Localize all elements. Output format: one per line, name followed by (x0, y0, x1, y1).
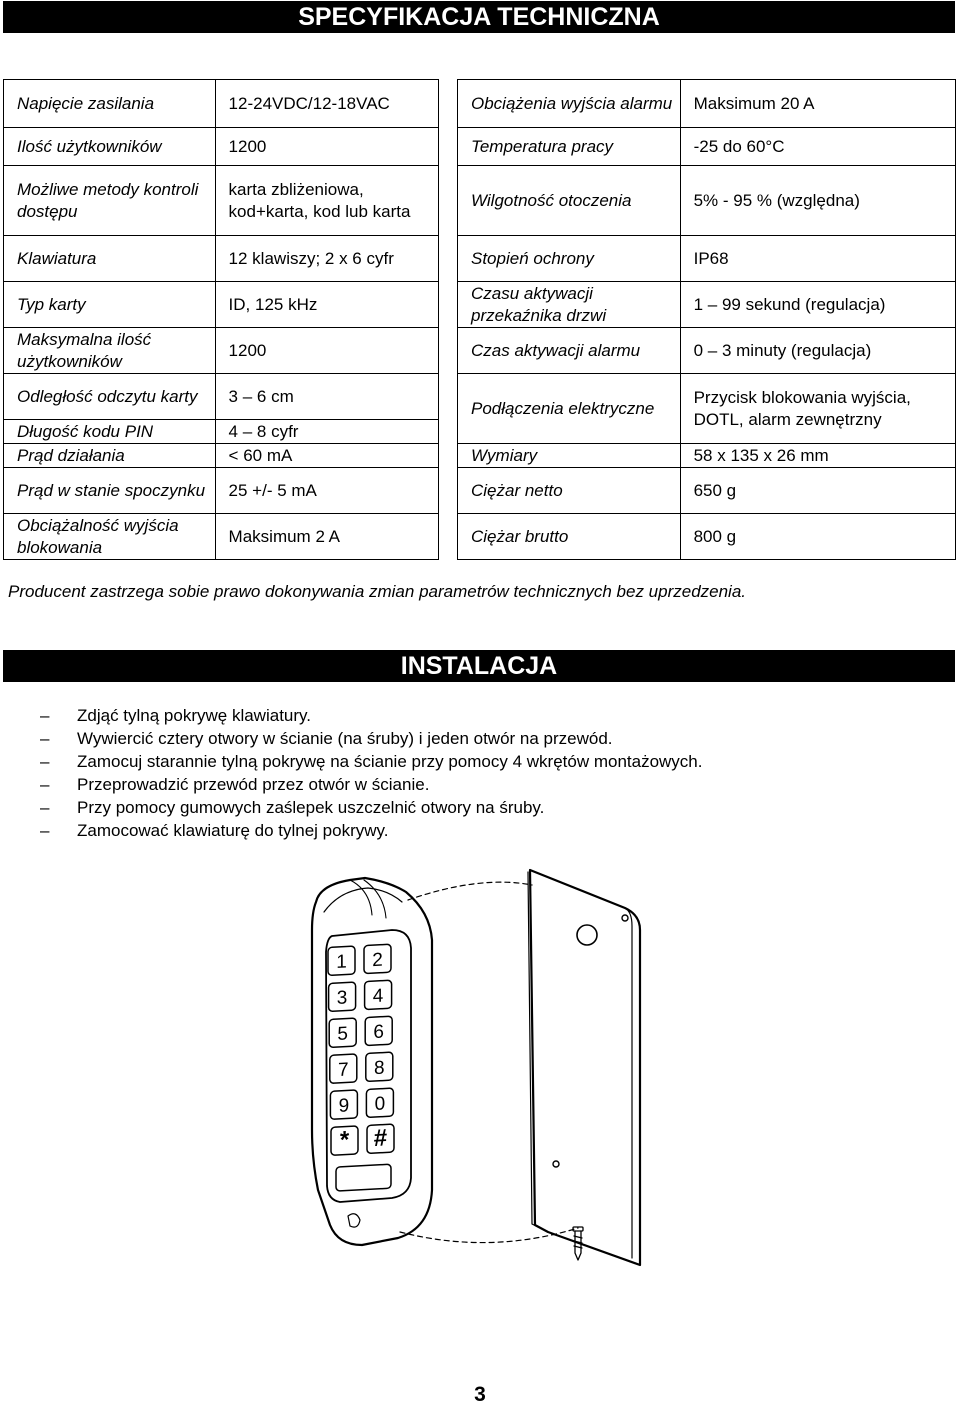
table-row (4, 166, 439, 236)
keypad-key (328, 946, 355, 975)
spec-label: Klawiatura (4, 236, 216, 282)
dash-marker: – (40, 706, 50, 725)
spec-value: 3 – 6 cm (215, 374, 438, 420)
keypad-key (329, 982, 356, 1011)
table-row (4, 80, 439, 128)
keypad-key (365, 980, 392, 1009)
spec-value: 0 – 3 minuty (regulacja) (680, 328, 955, 374)
table-row (458, 128, 956, 166)
dash-marker: – (40, 729, 50, 748)
keypad-key-label: 8 (374, 1057, 385, 1080)
spec-label: Wilgotność otoczenia (458, 166, 681, 236)
spec-value: 12 klawiszy; 2 x 6 cyfr (215, 236, 438, 282)
screw-hole-icon (622, 915, 628, 921)
keypad-key (366, 1052, 393, 1081)
spec-label: Typ karty (4, 282, 216, 328)
spec-value: 1200 (215, 128, 438, 166)
spec-value: 12-24VDC/12-18VAC (215, 80, 438, 128)
spec-label: Ciężar brutto (458, 514, 681, 560)
spec-label: Ilość użytkowników (4, 128, 216, 166)
spec-label: Obciążenia wyjścia alarmu (458, 80, 681, 128)
spec-value: 1200 (215, 328, 438, 374)
dash-marker: – (40, 798, 50, 817)
list-item (0, 750, 703, 773)
spec-label: Odległość odczytu karty (4, 374, 216, 420)
spec-title: SPECYFIKACJA TECHNICZNA (3, 1, 955, 33)
keypad-key (365, 1016, 392, 1045)
spec-label: Temperatura pracy (458, 128, 681, 166)
keypad-keys (328, 944, 394, 1191)
keypad-key-label: # (373, 1124, 388, 1153)
table-row (4, 328, 439, 374)
spec-table-left (3, 79, 439, 560)
spec-label: Prąd działania (4, 444, 216, 468)
table-row (458, 166, 956, 236)
table-row (458, 514, 956, 560)
keypad-key-label: 5 (337, 1023, 348, 1045)
keypad-key-label: 6 (373, 1021, 384, 1044)
spec-value: ID, 125 kHz (215, 282, 438, 328)
list-item (0, 773, 703, 796)
step-text: Zdjąć tylną pokrywę klawiatury. (77, 706, 311, 725)
spec-value: < 60 mA (215, 444, 438, 468)
table-row (4, 374, 439, 420)
keypad-key (330, 1090, 357, 1119)
table-row (4, 128, 439, 166)
spec-label: Maksymalna ilość użytkowników (4, 328, 216, 374)
keypad-key (366, 1088, 393, 1117)
spec-label: Obciążalność wyjścia blokowania (4, 514, 216, 560)
list-item (0, 704, 703, 727)
keypad-key-label: 3 (336, 987, 348, 1010)
table-row (458, 468, 956, 514)
spec-value: IP68 (680, 236, 955, 282)
keypad-key-label: 9 (338, 1095, 350, 1117)
spec-value: karta zbliżeniowa, kod+karta, kod lub karta (215, 166, 438, 236)
step-text: Przy pomocy gumowych zaślepek uszczelnić otwory na śruby. (77, 798, 545, 817)
table-row (458, 282, 956, 328)
spec-value: 650 g (680, 468, 955, 514)
keypad-key-label: 2 (372, 949, 383, 972)
screw-hole-icon (553, 1161, 559, 1167)
step-text: Zamocuj starannie tylną pokrywę na ścianie przy pomocy 4 wkrętów montażowych. (77, 752, 703, 771)
spec-value: 58 x 135 x 26 mm (680, 444, 955, 468)
table-row (458, 374, 956, 444)
bell-key (336, 1164, 391, 1191)
spec-label: Czasu aktywacji przekaźnika drzwi (458, 282, 681, 328)
spec-value: 5% - 95 % (względna) (680, 166, 955, 236)
keypad-installation-illustration (280, 860, 680, 1280)
spec-label: Wymiary (458, 444, 681, 468)
dash-marker: – (40, 775, 50, 794)
list-item (0, 727, 703, 750)
spec-value: 4 – 8 cyfr (215, 420, 438, 444)
table-row (4, 514, 439, 560)
spec-table-right (457, 79, 956, 560)
page-number: 3 (474, 1383, 486, 1406)
spec-value: 800 g (680, 514, 955, 560)
spec-label: Długość kodu PIN (4, 420, 216, 444)
back-cover (528, 870, 640, 1265)
table-row (4, 282, 439, 328)
spec-label: Prąd w stanie spoczynku (4, 468, 216, 514)
spec-value: 1 – 99 sekund (regulacja) (680, 282, 955, 328)
keypad-key-label: 4 (372, 985, 384, 1008)
cable-hole-icon (577, 925, 597, 945)
table-row (4, 444, 439, 468)
table-row (4, 468, 439, 514)
table-row (458, 444, 956, 468)
mounting-arc (400, 1228, 578, 1243)
keypad-key (329, 1018, 356, 1047)
spec-value: Maksimum 2 A (215, 514, 438, 560)
step-text: Przeprowadzić przewód przez otwór w ścianie. (77, 775, 430, 794)
keypad-key (330, 1054, 357, 1083)
keypad-key-label: 7 (338, 1059, 349, 1081)
disclaimer-note: Producent zastrzega sobie prawo dokonywania zmian parametrów technicznych bez uprzedzenia. (8, 582, 747, 601)
table-row (4, 420, 439, 444)
spec-value: -25 do 60°C (680, 128, 955, 166)
keypad-key (364, 944, 391, 973)
spec-value: Maksimum 20 A (680, 80, 955, 128)
keypad-key-label: 0 (374, 1093, 386, 1116)
list-item (0, 796, 703, 819)
spec-value: 25 +/- 5 mA (215, 468, 438, 514)
dash-marker: – (40, 821, 50, 840)
spec-label: Stopień ochrony (458, 236, 681, 282)
table-row (458, 80, 956, 128)
dash-marker: – (40, 752, 50, 771)
keypad-key (367, 1124, 394, 1153)
table-row (4, 236, 439, 282)
keypad-key-label: * (339, 1126, 350, 1154)
keypad-key (331, 1126, 358, 1155)
spec-label: Możliwe metody kontroli dostępu (4, 166, 216, 236)
list-item (0, 819, 703, 842)
table-row (458, 328, 956, 374)
install-steps-list (0, 704, 703, 842)
spec-label: Napięcie zasilania (4, 80, 216, 128)
install-title: INSTALACJA (3, 650, 955, 682)
step-text: Zamocować klawiaturę do tylnej pokrywy. (77, 821, 389, 840)
step-text: Wywiercić cztery otwory w ścianie (na śruby) i jeden otwór na przewód. (77, 729, 613, 748)
spec-value: Przycisk blokowania wyjścia, DOTL, alarm zewnętrzny (680, 374, 955, 444)
mounting-arc (408, 882, 532, 900)
spec-label: Ciężar netto (458, 468, 681, 514)
keypad-key-label: 1 (336, 951, 347, 974)
spec-label: Podłączenia elektryczne (458, 374, 681, 444)
spec-label: Czas aktywacji alarmu (458, 328, 681, 374)
table-row (458, 236, 956, 282)
